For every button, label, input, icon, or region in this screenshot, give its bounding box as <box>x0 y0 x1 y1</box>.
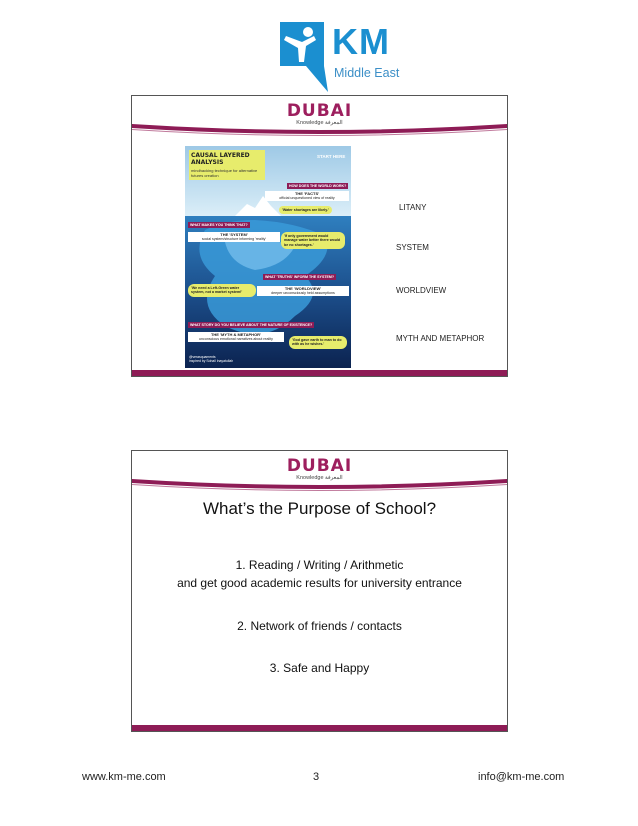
poster-question-truths: WHAT 'TRUTHS' INFORM THE SYSTEM? <box>265 275 335 279</box>
poster-question-story: WHAT STORY DO YOU BELIEVE ABOUT THE NATURE OF EXISTENCE? <box>190 323 313 327</box>
footer-email: info@km-me.com <box>478 771 565 783</box>
slide-bottom-bar <box>132 725 507 731</box>
slide-title: What’s the Purpose of School? <box>202 499 437 518</box>
dubai-brand-subtitle: Knowledge المعرفة <box>296 120 343 126</box>
list-item-safe-happy: 3. Safe and Happy <box>269 661 370 675</box>
poster-question-think: WHAT MAKES YOU THINK THAT? <box>190 223 248 227</box>
poster-myth-desc: unconscious emotional narratives about reality <box>199 337 273 342</box>
poster-worldview-box <box>257 286 349 296</box>
poster-worldview-title: THE 'WORLDVIEW' <box>284 286 322 291</box>
poster-system-box <box>188 232 280 242</box>
slide-bottom-bar <box>132 370 507 376</box>
poster-credit-inspired: inspired by Sohail Inayatullah <box>189 359 234 363</box>
footer-page-number: 3 <box>313 771 320 783</box>
km-figure-icon <box>280 22 324 66</box>
list-item-reading-detail: and get good academic results for university entrance <box>177 576 462 590</box>
slide-causal-layered-analysis <box>131 95 508 377</box>
poster-system-title: THE 'SYSTEM' <box>220 232 248 237</box>
label-system: SYSTEM <box>396 243 429 252</box>
footer-website: www.km-me.com <box>82 771 166 783</box>
poster-question-world: HOW DOES THE WORLD WORK? <box>289 184 347 188</box>
poster-credits <box>189 355 233 363</box>
km-middle-east-logo <box>280 22 400 94</box>
poster-start-here: START HERE <box>317 154 346 159</box>
poster-facts-desc: official unquestioned view of reality <box>279 196 335 201</box>
poster-system-quote: 'If only government would manage water better there would be no shortages.' <box>281 232 345 249</box>
label-myth-and-metaphor: MYTH AND METAPHOR <box>396 334 485 343</box>
logo-subtitle: Middle East <box>334 66 400 80</box>
dubai-brand-subtitle: Knowledge المعرفة <box>296 475 343 481</box>
poster-title-box <box>189 150 265 180</box>
poster-facts-title: THE 'FACTS' <box>294 191 320 196</box>
header-swoosh <box>132 122 507 142</box>
poster-system-desc: social system/structure informing 'reality' <box>201 237 267 242</box>
poster-myth-title: THE 'MYTH & METAPHOR' <box>210 332 262 337</box>
slide-purpose-of-school <box>131 450 508 732</box>
iceberg-poster <box>185 146 351 368</box>
label-worldview: WORLDVIEW <box>396 286 447 295</box>
list-item-reading: 1. Reading / Writing / Arithmetic <box>235 558 404 572</box>
logo-pointer-icon <box>306 66 330 92</box>
poster-left-green-quote: 'We need a Left-Green water system, not a market system!' <box>188 284 256 297</box>
label-litany: LITANY <box>399 203 427 212</box>
header-swoosh <box>132 477 507 497</box>
poster-facts-box <box>265 191 349 201</box>
poster-myth-box <box>188 332 284 342</box>
poster-facts-quote: 'Water shortages are likely.' <box>279 206 332 214</box>
dubai-brand-name: DUBAI <box>286 101 353 121</box>
poster-subtitle: mindhacking technique for alternative futures creation <box>191 168 258 178</box>
logo-letters: KM <box>332 21 390 62</box>
poster-title: CAUSAL LAYERED ANALYSIS <box>191 152 250 166</box>
poster-myth-quote: 'God gave earth to man to do with as he wishes.' <box>289 336 347 349</box>
poster-worldview-desc: deeper unconsciously held assumptions <box>271 291 335 296</box>
poster-credit-handle: @verasquaments <box>189 355 216 359</box>
list-item-network: 2. Network of friends / contacts <box>237 619 402 633</box>
dubai-brand-name: DUBAI <box>286 456 353 476</box>
